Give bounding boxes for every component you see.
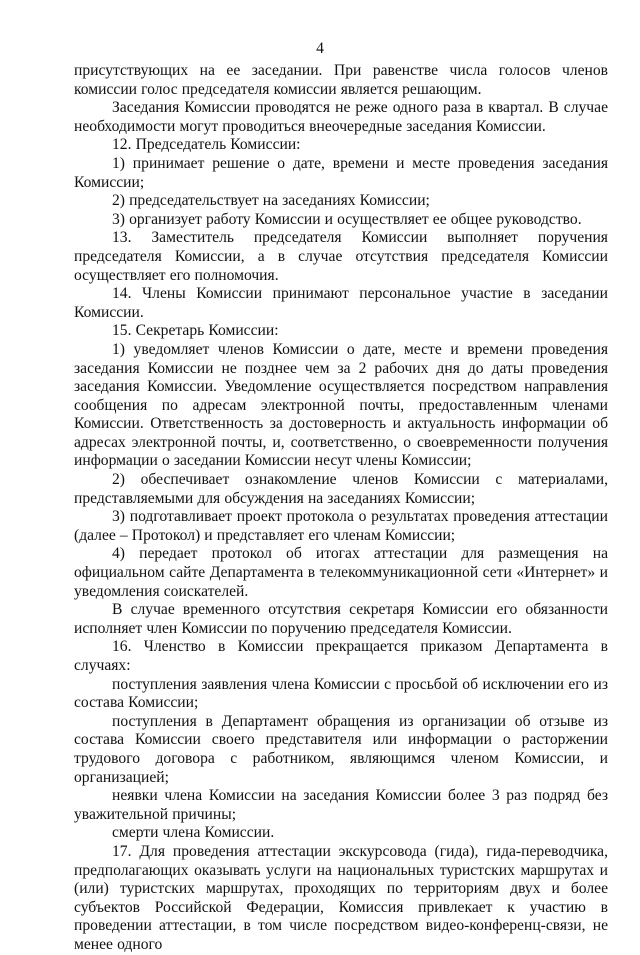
list-item: 2) председательствует на заседаниях Комиссии;: [112, 192, 430, 210]
document-body: [74, 62, 608, 955]
list-item: поступления в Департамент обращения из организации об отзыве из состава Комиссии своего представителя или информации о расторжении трудового договора с работником, являющимся членом Комиссии, и организацией;: [74, 712, 608, 786]
section-heading: 15. Секретарь Комиссии:: [112, 322, 279, 340]
paragraph: В случае временного отсутствия секретаря Комиссии его обязанности исполняет член Комиссии по поручению председателя Комиссии.: [74, 601, 608, 637]
paragraph: Заседания Комиссии проводятся не реже одного раза в квартал. В случае необходимости могут проводиться внеочередные заседания Комиссии.: [74, 99, 608, 135]
list-item: 4) передает протокол об итогах аттестации для размещения на официальном сайте Департамента в телекоммуникационной сети «Интернет» и уведомления соискателей.: [74, 545, 608, 600]
paragraph: 16. Членство в Комиссии прекращается приказом Департамента в случаях:: [74, 638, 608, 674]
paragraph: присутствующих на ее заседании. При равенстве числа голосов членов комиссии голос председателя комиссии является решающим.: [74, 62, 608, 98]
paragraph: 17. Для проведения аттестации экскурсовода (гида), гида-переводчика, предполагающих оказывать услуги на национальных туристских маршрутах и (или) туристских маршрутах, проходящих по территориям двух и более субъектов Российской Федерации, Комиссия привлекает к участию в проведении аттестации, в том числе посредством видео-конференц-связи, не менее одного: [74, 842, 608, 953]
list-item: 1) уведомляет членов Комиссии о дате, месте и времени проведения заседания Комиссии не позднее чем за 2 рабочих дня до даты проведения заседания Комиссии. Уведомление осуществляется посредством направления сообщения по адресам электронной почты, предоставленным членами Комиссии. Ответственность за достоверность и актуальность информации об адресах электронной почты, и, соответственно, о своевременности получения информации о заседании Комиссии несут члены Комиссии;: [74, 340, 608, 470]
page-number: 4: [316, 40, 324, 57]
list-item: 3) организует работу Комиссии и осуществляет ее общее руководство.: [112, 210, 582, 228]
list-item: поступления заявления члена Комиссии с просьбой об исключении его из состава Комиссии;: [74, 675, 608, 712]
paragraph: 13. Заместитель председателя Комиссии выполняет поручения председателя Комиссии, а в случае отсутствия председателя Комиссии осуществляет его полномочия.: [74, 229, 608, 284]
list-item: 3) подготавливает проект протокола о результатах проведения аттестации (далее – Протокол) и представляет его членам Комиссии;: [74, 508, 608, 544]
list-item: 1) принимает решение о дате, времени и месте проведения заседания Комиссии;: [74, 154, 608, 191]
list-item: смерти члена Комиссии.: [112, 824, 275, 842]
list-item: 2) обеспечивает ознакомление членов Комиссии с материалами, представляемыми для обсуждения на заседаниях Комиссии;: [74, 471, 608, 507]
section-heading: 12. Председатель Комиссии:: [112, 136, 301, 154]
list-item: неявки члена Комиссии на заседания Комиссии более 3 раз подряд без уважительной причины;: [74, 787, 608, 823]
paragraph: 14. Члены Комиссии принимают персональное участие в заседании Комиссии.: [74, 285, 608, 321]
